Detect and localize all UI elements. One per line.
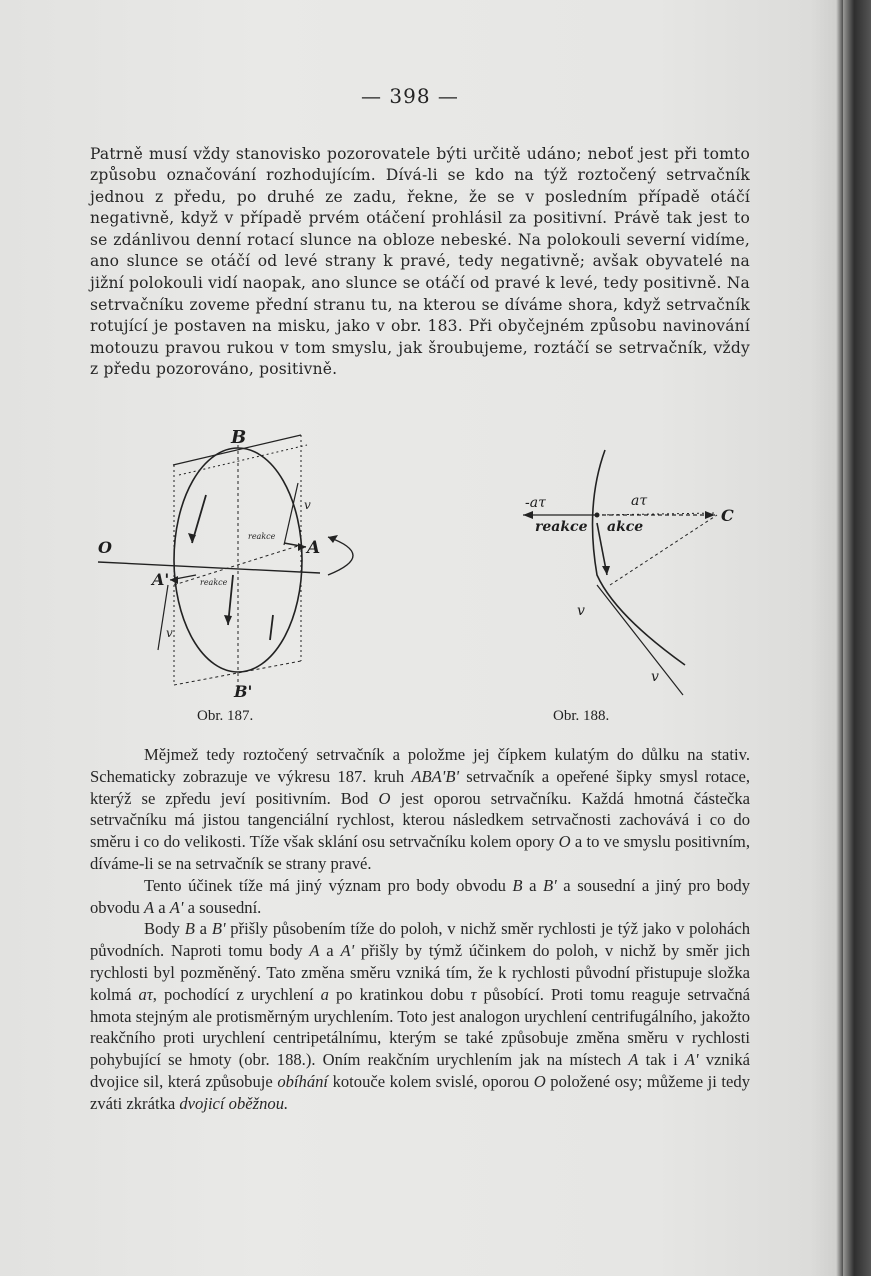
neg-at-head [523, 511, 533, 519]
label-A-prime: A' [152, 570, 170, 589]
label-reakce-right: reakce [248, 532, 276, 541]
figure-188 [505, 445, 755, 705]
at-head [705, 511, 715, 519]
label-O: O [98, 538, 112, 557]
trajectory-curve [593, 450, 686, 665]
label-at: aτ [631, 493, 648, 509]
caption-figure-188: Obr. 188. [553, 708, 610, 724]
label-v-bottom: v [166, 626, 173, 640]
radius-line-1 [597, 513, 717, 515]
label-akce: akce [607, 519, 644, 535]
tangent-line [597, 585, 683, 695]
label-v-top: v [304, 498, 311, 512]
label-v-upper: v [577, 603, 585, 619]
feather-arrow-3 [270, 615, 273, 640]
page-number: — 398 — [361, 84, 459, 108]
paragraph-2: Mějmež tedy roztočený setrvačník a položme jej čípkem kulatým do důlku na stativ. Schematicky zobrazuje ve výkresu 187. kruh ABA'B' setrvačník a opeřené šipky smysl rotace, kterýž se zpředu jeví positivním. Bod O jest oporou setrvačníku. Každá hmotná částečka setrvačníku má jistou tangenciální rychlost, kterou následkem setrvačnosti zachovává i co do směru i co do velikosti. Tíže však sklání osu setrvačníku kolem opory O a to ve smyslu positivním, díváme-li se na setrvačník se strany pravé. [90, 745, 750, 873]
page-edge-shadow [843, 0, 871, 1276]
rotation-arrow [328, 537, 353, 575]
label-B-prime: B' [234, 682, 253, 701]
label-v-lower: v [651, 669, 659, 685]
tilt-line-dotted [179, 445, 307, 475]
paragraph-3: Tento účinek tíže má jiný význam pro body obvodu B a B' a sousední a jiný pro body obvodu A a A' a sousední. [90, 875, 750, 917]
caption-figure-187: Obr. 187. [197, 708, 254, 724]
label-reakce: reakce [535, 519, 588, 535]
paragraph-4: Body B a B' přišly působením tíže do poloh, v nichž směr rychlosti je týž jako v polohách původních. Naproti tomu body A a A' přišly by týmž účinkem do poloh, v nichž by směr jich rychlosti byl pozměněný. Tato změna směru vzniká tím, že k rychlosti původní přistupuje složka kolmá aτ, pochodící z urychlení a po kratinkou dobu τ působící. Proti tomu reaguje setrvačná hmota stejným ale protisměrným urychlením. Toto jest analogon urychlení centrifugálního, jakožto reakčního proti urychlení centripetálnímu, kterým se také způsobuje změna směru v rychlosti pohybující se hmoty (obr. 188.). Oním reakčním urychlením jak na místech A tak i A' vzniká dvojice sil, která způsobuje obíhání kotouče kolem svislé, oporou O položené osy; můžeme ji tedy zváti zkrátka dvojicí oběžnou. [90, 919, 751, 1113]
label-B: B [231, 427, 247, 448]
label-C: C [721, 506, 734, 525]
label-reakce-left: reakce [200, 578, 228, 587]
label-neg-at: -aτ [525, 495, 546, 511]
figure-187 [88, 425, 388, 715]
label-A: A [307, 538, 321, 558]
text-block-lower [90, 744, 750, 1115]
point-mass [595, 513, 600, 518]
rotation-arrow-head [328, 535, 338, 543]
feather-head-2 [224, 615, 232, 625]
paragraph-1: Patrně musí vždy stanovisko pozorovatele býti určitě udáno; neboť jest při tomto způsobu označování rozhodujícím. Dívá-li se kdo na týž roztočený setrvačník jednou z předu, po druhé ze zadu, řekne, že se v posledním případě otáčí negativně, když v případě prvém otáčení prohlásil za positivní. Právě tak jest to se zdánlivou denní rotací slunce na obloze nebeské. Na polokouli severní vidíme, ano slunce se otáčí od levé strany k pravé, tedy negativně; avšak obyvatelé na jižní polokouli vidí naopak, ano slunce se otáčí od pravé k levé, tedy positivně. Na setrvačníku zoveme přední stranu tu, na kterou se díváme shora, když setrvačník rotující je postaven na misku, jako v obr. 183. Při obyčejném způsobu navinování motouzu pravou rukou v tom smyslu, jak šroubujeme, roztáčí se setrvačník, vždy z předu pozorováno, positivně. [90, 144, 750, 379]
velocity-line-bottom [158, 585, 168, 650]
axis-line [98, 562, 320, 573]
